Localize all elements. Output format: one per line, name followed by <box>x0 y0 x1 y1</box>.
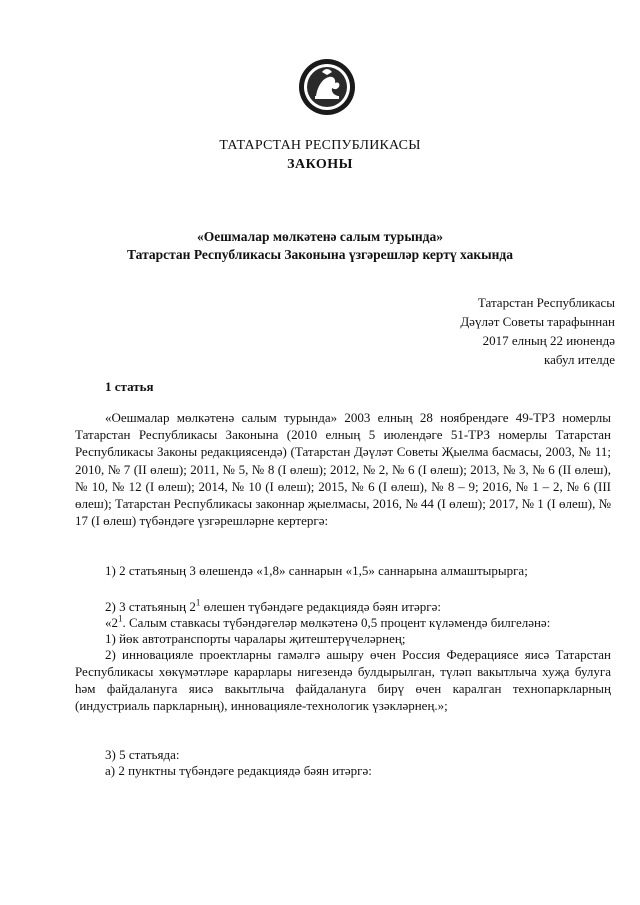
coat-of-arms-icon <box>298 58 356 116</box>
item2-text: өлешен түбәндәге редакциядә бәян итәргә: <box>200 599 441 614</box>
sub-item-2: 2) инновацияле проектларны гамәлгә ашыру өчен Россия Федерациясе яисә Татарстан Республикасы хөкүмәтләре карарлары нигезендә булдырылган, түләп вакытлыча хуҗа булуга һәм файдалануга яисә вакытлыча файдалануга бирү өчен каралган технопаркларның (индустриаль паркларның), инновацияле-технологик үзәкләрнең.»; <box>75 647 611 713</box>
quote-line <box>105 614 550 631</box>
amendment-item-3a: а) 2 пунктны түбәндәге редакциядә бәян итәргә: <box>105 763 372 778</box>
law-title-line1: «Оешмалар мөлкәтенә салым турында» <box>197 229 443 244</box>
amendment-item-2 <box>105 598 441 615</box>
adoption-block <box>460 293 615 369</box>
laws-heading: ЗАКОНЫ <box>287 157 353 172</box>
adoption-line: Дәүләт Советы тарафыннан <box>460 314 615 329</box>
republic-heading: ТАТАРСТАН РЕСПУБЛИКАСЫ <box>219 138 421 153</box>
quote-text: . Салым ставкасы түбәндәгеләр мөлкәтенә 0,5 процент күләмендә билгеләнә: <box>122 615 551 630</box>
quote-text: «2 <box>105 615 118 630</box>
superscript: 1 <box>195 597 201 608</box>
adoption-line: 2017 елның 22 июнендә <box>482 333 615 348</box>
item2-text: 2) 3 статьяның 2 <box>105 599 196 614</box>
article-heading: 1 статья <box>105 379 154 394</box>
adoption-line: кабул ителде <box>544 352 615 367</box>
article-intro-paragraph: «Оешмалар мөлкәтенә салым турында» 2003 елның 28 ноябрендәге 49-ТРЗ номерлы Татарстан Республикасы Законына (2010 елның 5 июлендәге 51-ТРЗ номерлы Татарстан Республикасы Законы редакциясендә) (Татарстан Дәүләт Советы Җыелма басмасы, 2003, № 11; 2010, № 7 (II өлеш); 2011, № 5, № 8 (I өлеш); 2012, № 2, № 6 (I өлеш); 2013, № 3, № 6 (II өлеш), № 10, № 12 (I өлеш); 2014, № 10 (I өлеш); 2015, № 6 (I өлеш), № 8 – 9; 2016, № 1 – 2, № 6 (III өлеш); Татарстан Республикасы законнар җыелмасы, 2016, № 44 (I өлеш); 2017, № 1 (I өлеш), № 17 (I өлеш) түбәндәге үзгәрешләрне кертергә: <box>75 410 611 529</box>
amendment-item-1: 1) 2 статьяның 3 өлешендә «1,8» саннарын «1,5» саннарына алмаштырырга; <box>105 563 528 578</box>
law-title-line2: Татарстан Республикасы Законына үзгәрешләр кертү хакында <box>127 247 513 262</box>
sub-item-1: 1) йөк автотранспорты чаралары җитештерүчеләрнең; <box>105 631 406 646</box>
superscript: 1 <box>118 613 123 624</box>
amendment-item-3: 3) 5 статьяда: <box>105 747 180 762</box>
adoption-line: Татарстан Республикасы <box>477 295 615 310</box>
